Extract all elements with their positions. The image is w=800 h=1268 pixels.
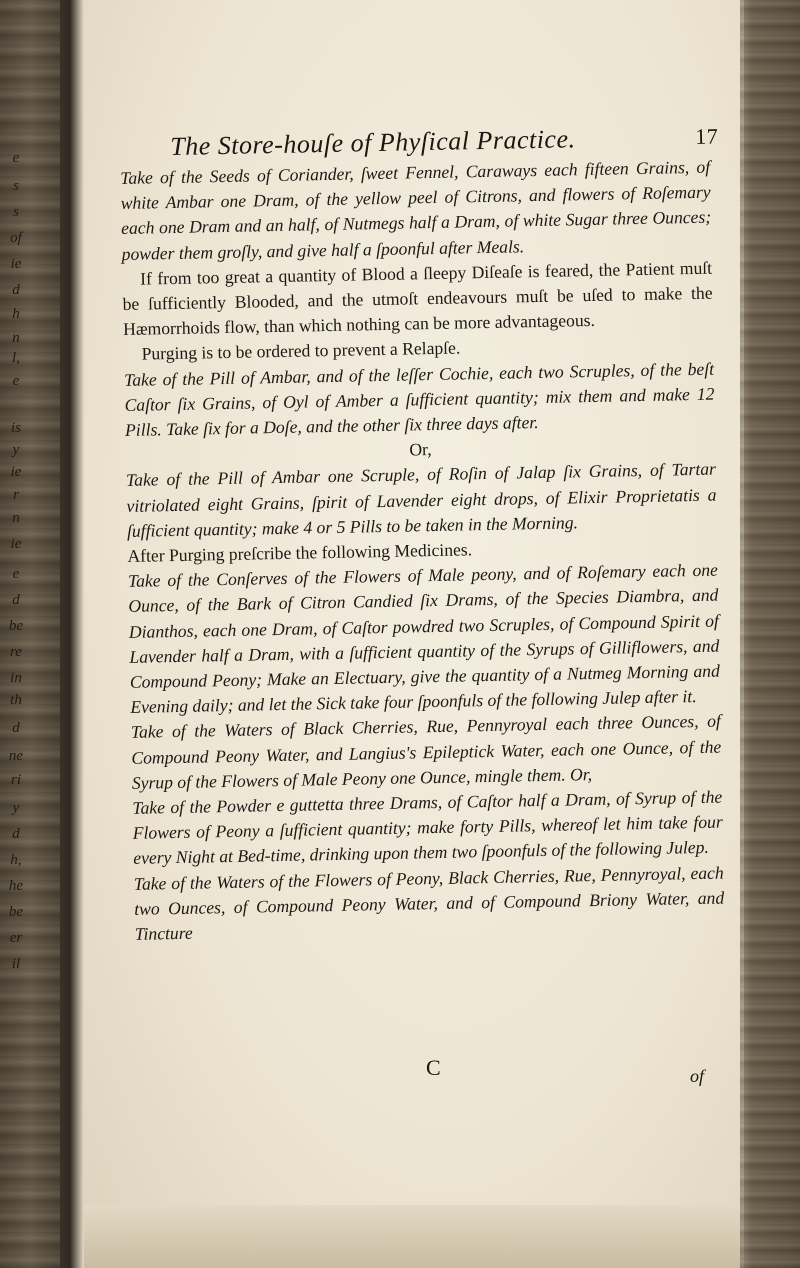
fragment: in (10, 670, 22, 686)
fragment: d (12, 720, 20, 736)
fragment: s (13, 204, 19, 220)
paragraph-sleepy-disease: If from too great a quantity of Blood a ſleepy Diſeaſe is feared, the Patient muſt be ſufficiently Blooded, and the utmoſt endeavours muſt be uſed to make the Hæmorrhoids flow, than which nothing can be more advantageous. (122, 257, 713, 340)
left-margin-fragments (0, 0, 60, 1268)
fragment: r (13, 487, 19, 503)
body-text (120, 155, 725, 947)
fragment: be (8, 618, 24, 634)
fragment: is (10, 420, 21, 436)
paragraph-or: Or, (409, 439, 432, 460)
paragraph-recipe-waters-cherries: Take of the Waters of Black Cherries, Rue, Pennyroyal each three Ounces, of Compound Peony Water, and Langius's Epileptick Water, each one Ounce, of the Syrup of the Flowers of Male Peony one Ounce, mingle them. Or, (130, 711, 722, 793)
paragraph-recipe-pill-ambar: Take of the Pill of Ambar, and of the leſſer Cochie, each two Scruples, of the beſt Caſtor ſix Grains, of Oyl of Amber a ſufficient quantity; mix them and make 12 Pills. Take ſix for a Doſe, and the other ſix three days after. (123, 358, 715, 440)
fragment: re (10, 644, 22, 660)
fragment: e (12, 373, 20, 389)
paragraph-recipe-conserves: Take of the Conſerves of the Flowers of Male peony, and of Roſemary each one Ounce, of the Bark of Citron Candied ſix Drams, of the Species Diambra, and Dianthos, each one Dram, of Caſtor powdred two Scruples, of Compound Spirit of Lavender half a Dram, with a ſufficient quantity of the Syrups of Gilliflowers, and Compound Peony; Make an Electuary, give the quantity of a Nutmeg Morning and Evening daily; and let the Sick take four ſpoonfuls of the following Julep after it. (127, 559, 720, 718)
fragment: d (12, 592, 20, 608)
fragment: d (12, 826, 20, 842)
fragment: er (9, 930, 23, 946)
fragment: ie (10, 256, 22, 272)
fragment: h (12, 306, 20, 322)
paragraph-purging: Purging is to be ordered to prevent a Relapſe. (141, 337, 461, 365)
fragment: y (12, 800, 20, 816)
fragment: ie (10, 464, 22, 480)
fragment: he (8, 878, 24, 894)
running-title: The Store-houſe of Phyſical Practice. (170, 124, 576, 161)
paragraph-recipe-coriander: Take of the Seeds of Coriander, ſweet Fennel, Caraways each fifteen Grains, of white Ambar one Dram, of the yellow peel of Citrons, and flowers of Roſemary each one Dram and an half, of Nutmegs half a Dram, of white Sugar three Ounces; powder them groſly, and give half a ſpoonful after Meals. (120, 156, 712, 264)
fragment: of (10, 230, 22, 246)
signature-mark: C (426, 1055, 441, 1080)
fragment: d (12, 282, 20, 298)
fragment: e (12, 150, 20, 166)
paragraph-recipe-jalap: Take of the Pill of Ambar one Scruple, of Roſin of Jalap ſix Grains, of Tartar vitriolated eight Grains, ſpirit of Lavender eight drops, of Elixir Proprietatis a ſufficient quantity; make 4 or 5 Pills to be taken in the Morning. (125, 459, 717, 541)
fragment: n (12, 330, 20, 346)
fragment: y (12, 442, 20, 458)
fragment: h, (10, 852, 22, 868)
fragment: ie (10, 536, 22, 552)
catchword: of (690, 1066, 705, 1086)
paragraph-recipe-guttetta: Take of the Powder e guttetta three Drams, of Caſtor half a Dram, of Syrup of the Flowers of Peony a ſufficient quantity; make forty Pills, whereof let him take four every Night at Bed-time, drinking upon them two ſpoonfuls of the following Julep. (132, 786, 723, 869)
fragment: il (11, 956, 21, 972)
page-bottom-shadow (84, 1205, 744, 1268)
fragment: n (12, 510, 20, 526)
fragment: ne (8, 748, 24, 764)
fragment: s (13, 178, 19, 194)
paragraph-recipe-waters-peony: Take of the Waters of the Flowers of Peony, Black Cherries, Rue, Pennyroyal, each two Ounces, of Compound Peony Water, and of Compound Briony Water, and Tincture (133, 862, 725, 944)
fragment: th (10, 692, 22, 708)
paragraph-after-purging: After Purging preſcribe the following Medicines. (127, 539, 473, 566)
fragment: l, (12, 350, 20, 366)
fragment: ri (10, 772, 21, 788)
fragment: e (12, 566, 20, 582)
right-page-edges (740, 0, 800, 1268)
fragment: be (8, 904, 24, 920)
page-number: 17 (694, 123, 719, 149)
